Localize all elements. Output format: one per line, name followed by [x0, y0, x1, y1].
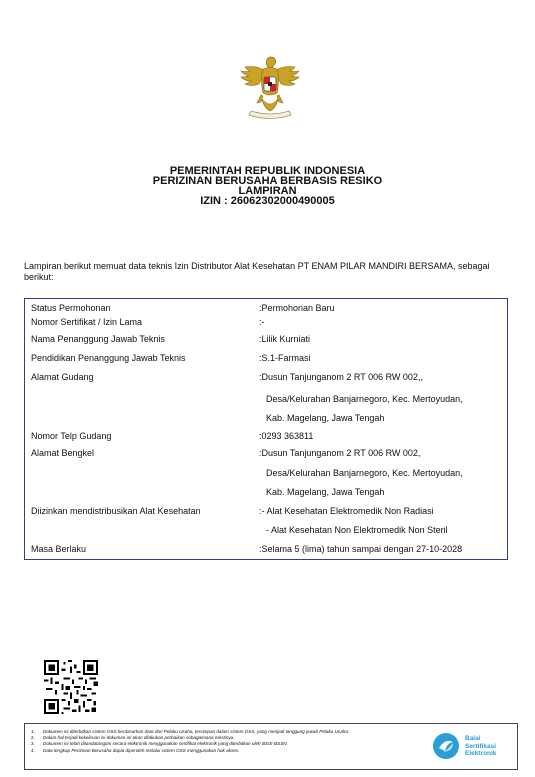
bengkel-label: Alamat Bengkel	[31, 448, 95, 458]
footer-notes	[31, 729, 431, 754]
gudang-label: Alamat Gudang	[31, 372, 94, 382]
note-text: Dokumen ini telah ditandatangani secara elektronik menggunakan sertifikat elektronik yang diterbitkan oleh BSrE-BSSN.	[43, 741, 288, 747]
bsre-line-2: Sertifikasi	[465, 742, 497, 750]
bsre-line-3: Elektronik	[465, 750, 497, 757]
pendidikan-value: :S.1-Farmasi	[259, 353, 311, 363]
masa-label: Masa Berlaku	[31, 544, 87, 554]
garuda-emblem-icon	[237, 55, 303, 123]
sertifikat-value: :-	[259, 317, 265, 327]
status-label: Status Permohonan	[31, 303, 111, 313]
pendidikan-label: Pendidikan Penanggung Jawab Teknis	[31, 353, 186, 363]
note-number: 2.	[31, 735, 35, 741]
intro-paragraph: Lampiran berikut memuat data teknis Izin Distributor Alat Kesehatan PT ENAM PILAR MANDIRI BERSAMA, sebagai berikut:	[24, 261, 490, 282]
note-text: Dokumen ini diterbitkan sistem OSS berdasarkan data dari Pelaku Usaha, tersimpan dalam sistem OSS, yang menjadi tanggung jawab Pelaku Usaha.	[43, 729, 350, 734]
gudang-line-2: Desa/Kelurahan Banjarnegoro, Kec. Mertoyudan,	[266, 394, 463, 404]
bengkel-line-3: Kab. Magelang, Jawa Tengah	[266, 487, 385, 497]
gudang-line-1: :Dusun Tanjunganom 2 RT 006 RW 002,,	[259, 372, 423, 382]
header-line-3: LAMPIRAN	[238, 185, 297, 197]
bengkel-line-2: Desa/Kelurahan Banjarnegoro, Kec. Mertoyudan,	[266, 468, 463, 478]
distribusi-line-1: :- Alat Kesehatan Elektromedik Non Radiasi	[259, 506, 434, 516]
bsre-text	[465, 735, 496, 758]
note-text: Dalam hal terjadi kekeliruan isi dokumen ini akan dilakukan perbaikan sebagaimana mestinya.	[43, 735, 235, 741]
telp-value: :0293 363811	[259, 431, 314, 441]
distribusi-label: Diizinkan mendistribusikan Alat Kesehatan	[31, 506, 201, 516]
masa-value: :Selama 5 (lima) tahun sampai dengan 27-10-2028	[259, 544, 463, 554]
sertifikat-label: Nomor Sertifikat / Izin Lama	[31, 317, 143, 327]
header-line-2: PERIZINAN BERUSAHA BERBASIS RESIKO	[152, 175, 383, 187]
bsre-logo	[431, 731, 515, 763]
note-number: 3.	[31, 741, 35, 747]
bengkel-line-1: :Dusun Tanjunganom 2 RT 006 RW 002,	[259, 448, 421, 458]
technical-details-box	[24, 298, 508, 560]
distribusi-line-2: - Alat Kesehatan Non Elektromedik Non Steril	[266, 525, 448, 535]
footer-box	[24, 723, 518, 770]
header-line-1: PEMERINTAH REPUBLIK INDONESIA	[169, 165, 366, 177]
qr-code-icon	[44, 660, 98, 714]
note-text: Data lengkap Perizinan Berusaha dapat diperoleh melalui sistem OSS menggunakan hak akses.	[43, 747, 240, 753]
pj-label: Nama Penanggung Jawab Teknis	[31, 334, 165, 344]
document-header	[0, 166, 535, 206]
bsre-line-1: Balai	[465, 735, 481, 742]
telp-label: Nomor Telp Gudang	[31, 431, 112, 441]
gudang-line-3: Kab. Magelang, Jawa Tengah	[266, 413, 385, 423]
pj-value: :Lilik Kurniati	[259, 334, 311, 344]
footer-note	[31, 748, 431, 754]
status-value: :Permohonan Baru	[259, 303, 335, 313]
note-number: 4.	[31, 747, 35, 753]
permit-number: IZIN : 2606230200049000​5	[200, 195, 335, 207]
note-number: 1.	[31, 729, 35, 734]
bsre-logo-icon	[431, 731, 461, 761]
